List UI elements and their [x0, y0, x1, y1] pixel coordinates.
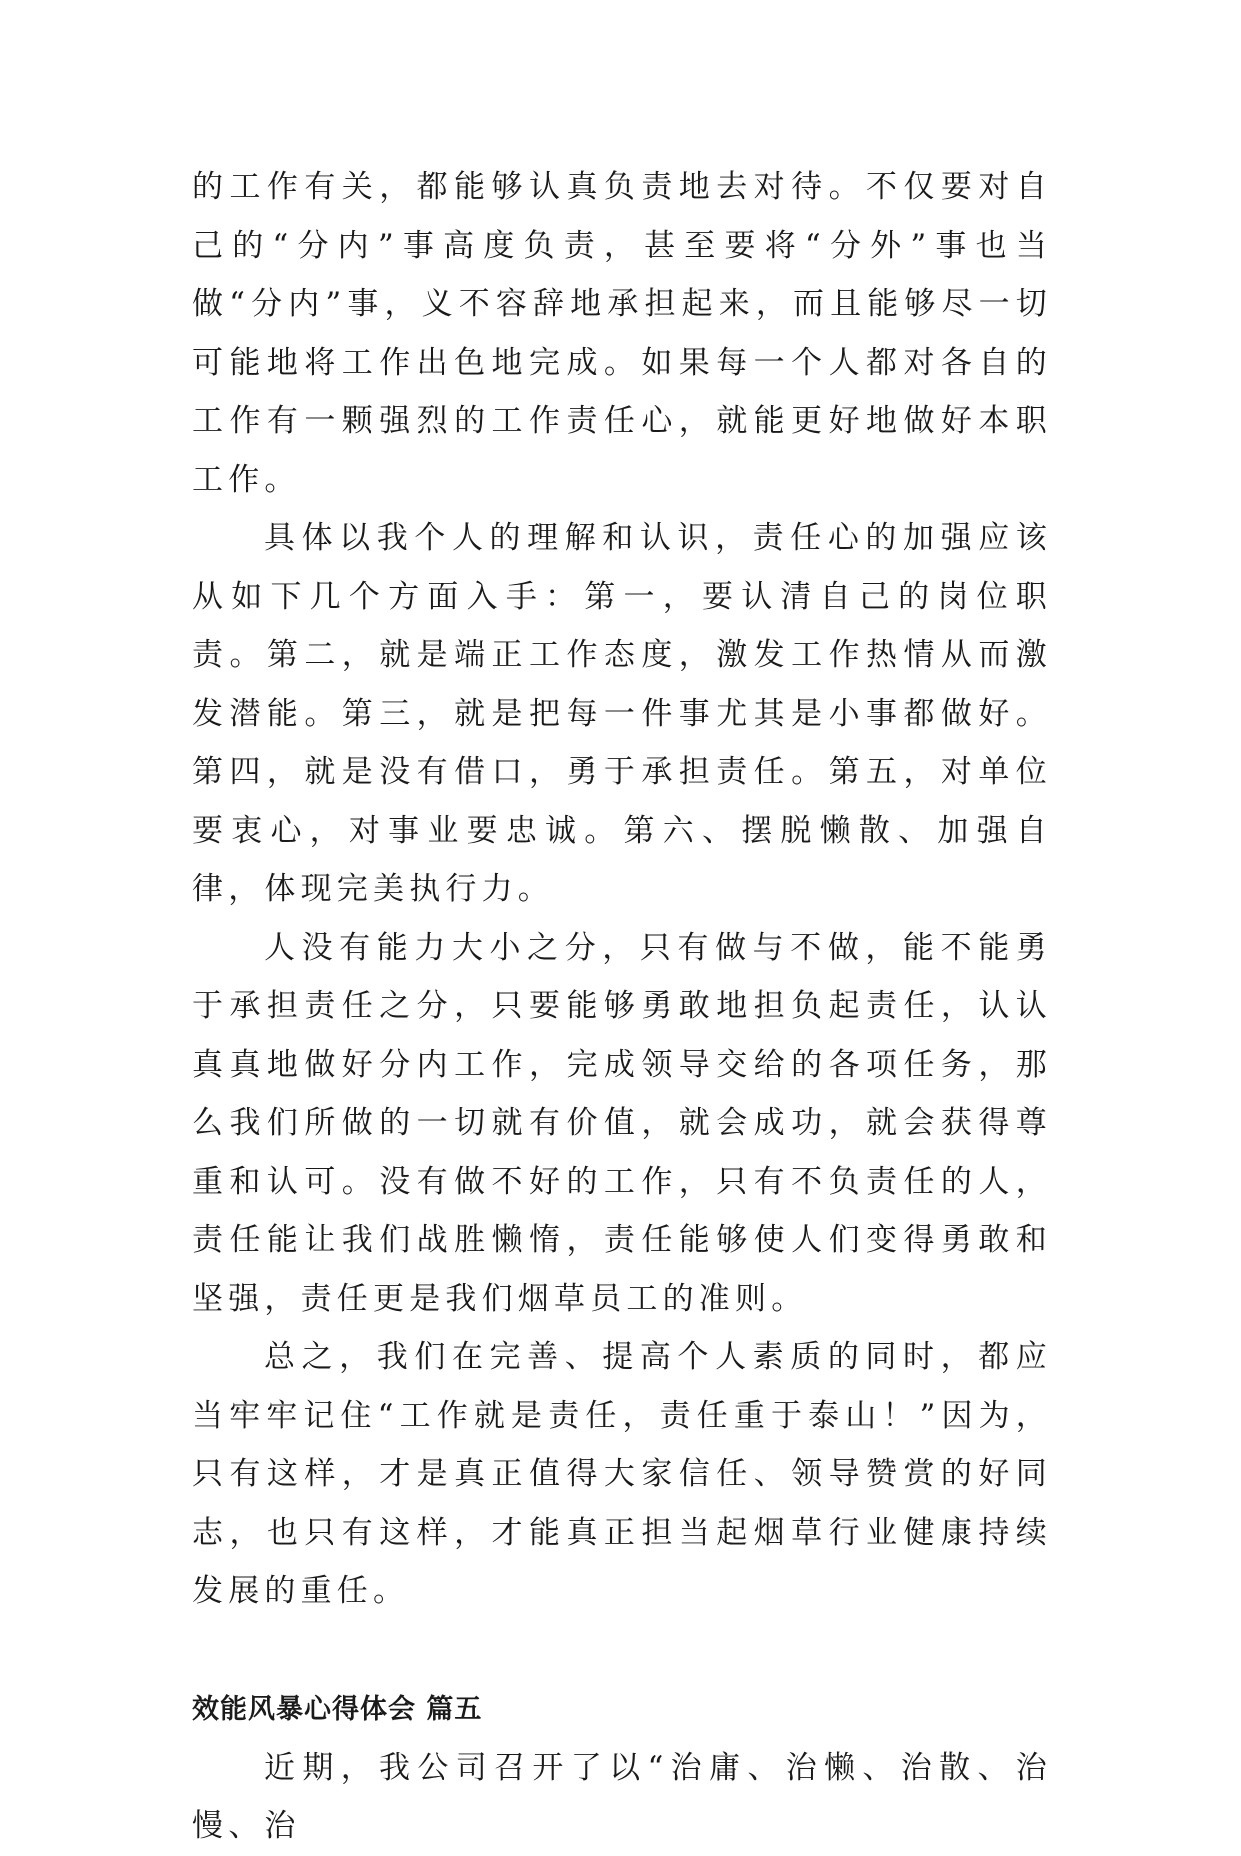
- section-heading: 效能风暴心得体会 篇五: [192, 1693, 483, 1725]
- document-body: [192, 158, 1052, 1856]
- paragraph-continuation: 的工作有关，都能够认真负责地去对待。不仅要对自己的“分内”事高度负责，甚至要将“分外”事也当做“分内”事，义不容辞地承担起来，而且能够尽一切可能地将工作出色地完成。如果每一个人都对各自的工作有一颗强烈的工作责任心，就能更好地做好本职工作。: [192, 169, 1052, 498]
- paragraph-section-intro: 近期，我公司召开了以“治庸、治懒、治散、治慢、治: [192, 1749, 1052, 1844]
- section-spacer: [192, 1621, 1052, 1681]
- paragraph-responsibility-methods: 具体以我个人的理解和认识，责任心的加强应该从如下几个方面入手：第一，要认清自己的岗位职责。第二，就是端正工作态度，激发工作热情从而激发潜能。第三，就是把每一件事尤其是小事都做好。第四，就是没有借口，勇于承担责任。第五，对单位要衷心，对事业要忠诚。第六、摆脱懒散、加强自律，体现完美执行力。: [192, 520, 1052, 907]
- paragraph-ability-responsibility: 人没有能力大小之分，只有做与不做，能不能勇于承担责任之分，只要能够勇敢地担负起责任，认认真真地做好分内工作，完成领导交给的各项任务，那么我们所做的一切就有价值，就会成功，就会获得尊重和认可。没有做不好的工作，只有不负责任的人，责任能让我们战胜懒惰，责任能够使人们变得勇敢和坚强，责任更是我们烟草员工的准则。: [192, 929, 1052, 1317]
- paragraph-conclusion: 总之，我们在完善、提高个人素质的同时，都应当牢牢记住“工作就是责任，责任重于泰山！”因为，只有这样，才是真正值得大家信任、领导赞赏的好同志，也只有这样，才能真正担当起烟草行业健康持续发展的重任。: [192, 1339, 1052, 1609]
